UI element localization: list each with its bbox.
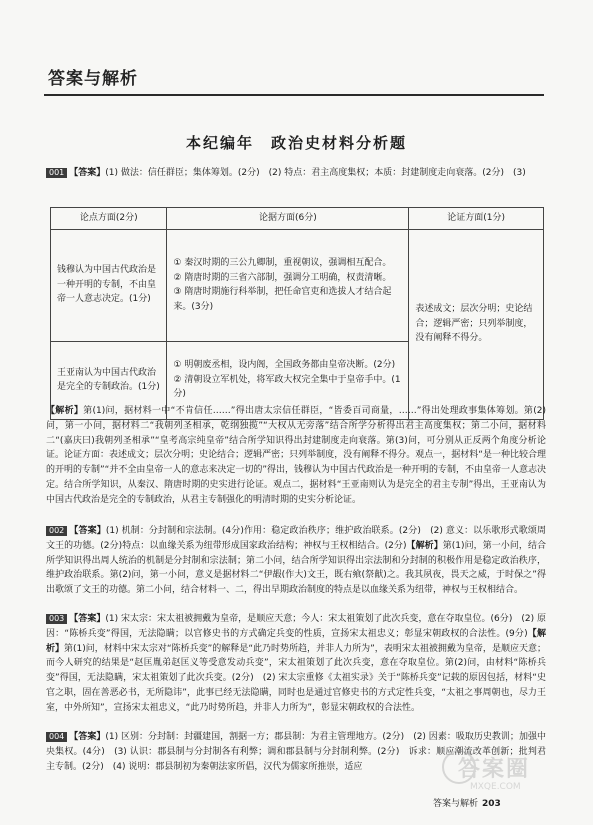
question-number: 003 [46, 614, 67, 624]
watermark-sub: MXQE.COM [470, 782, 521, 792]
analysis-text: 第(1)问，据材料一中“不肯信任……”得出唐太宗信任群臣，“皆委百司商量，……”得出处理政事集体筹划。第(2)问，第一小问，据材料二“我朝列圣相承，乾纲独揽”“大权从无旁落”结合所学分析得出君主高度集权；第二小问，据材料二“(嘉庆曰)我朝列圣相承”“皇考高宗纯皇帝”结合所学知识得出封建制度走向衰落。第(3)问，可分别从正反两个角度分析论证。论证方面：表述成文；层次分明；史论结合；逻辑严密；只列举制度，没有阐释不得分。观点一，据材料“是一种比较合理的开明的专制”“并不全由皇帝一人的意志来决定一切的”得出，钱穆认为中国古代政治是一种开明的专制，不由皇帝一人意志决定。结合所学知识，从秦汉、隋唐时期的史实进行论证。观点二，据材料“王亚南则认为是完全的君主专制”得出，王亚南认为中国古代政治是完全的专制政治，从君主专制强化的明清时期的史实分析论证。 [46, 406, 546, 505]
q001-analysis [46, 404, 546, 508]
evidence-item: ② 隋唐时期的三省六部制，强调分工明确，权责清晰。 [173, 272, 392, 283]
section-title: 本纪编年 政治史材料分析题 [185, 134, 407, 152]
table-cell-evidence [167, 229, 409, 341]
evidence-item: ① 明朝废丞相，设内阁，全国政务都由皇帝决断。(2分) [173, 360, 396, 371]
watermark-main: 答案圈 [458, 757, 531, 782]
evidence-item: ③ 隋唐时期施行科举制，把任命官吏和选拔人才结合起来。(3分) [173, 287, 392, 312]
question-number: 002 [46, 526, 67, 536]
table-header-point: 论点方面(2分) [51, 208, 167, 230]
answer-text: (1) 区别：分封制：封疆建国，割据一方；郡县制：为君主管理地方。(2分) (2) 因素：吸取历史教训；加强中央集权。(4分) (3) 认识：郡县制与分封制各有利弊；调和郡县制与分封制利弊。(2分) 诉求：顺应潮流改革创新；批判君主专制。(2分) (4) 说明：郡县制初为秦朝法家所倡，汉代为儒家所推崇，适应 [46, 732, 546, 772]
table-cell-point: 王亚南认为中国古代政治是完全的专制政治。(1分) [51, 341, 167, 419]
question-number: 001 [46, 168, 67, 178]
evidence-item: ① 秦汉时期的三公九卿制，重视朝议，强调相互配合。 [173, 257, 392, 268]
answer-tag: 【答案】 [69, 732, 106, 742]
table-header-row [51, 208, 544, 230]
evidence-item: ② 清朝设立军机处，将军政大权完全集中于皇帝手中。(1分) [173, 374, 401, 400]
analysis-tag: 【解析】 [46, 406, 84, 416]
answer-text: (1) 机制：分封制和宗法制。(4分)作用：稳定政治秩序；维护政治联系。(2分) (2) 意义：以乐歌形式歌颂周文王的功德。(2分)特点：以血缘关系为纽带形成国家政治结构；神权与王权相结合。(2分) [46, 526, 546, 551]
q002-block [46, 524, 546, 598]
answer-text: (1) 宋太宗：宋太祖被拥戴为皇帝，是顺应天意；今人：宋太祖策划了此次兵变，意在夺取皇位。(6分) (2) 原因：“陈桥兵变”得国，无法隐瞒；以官修史书的方式确定兵变的性质，宣扬宋太祖忠义；彰显宋朝政权的合法性。(9分) [46, 614, 546, 639]
answer-text: (1) 做法：信任群臣；集体筹划。(2分) (2) 特点：君主高度集权；本质：封建制度走向衰落。(2分) (3) [105, 168, 526, 178]
analysis-text: 第(1)问，材料中宋太宗对“陈桥兵变”的解释是“此乃时势所趋，并非人力所为”，表明宋太祖被拥戴为皇帝，是顺应天意；而今人研究的结果是“赵匡胤弟赵匡义等受意发动兵变”，宋太祖策划了此次兵变，意在夺取皇位。第(2)问，由材料“陈桥兵变”得国，无法隐瞒，宋太祖策划了此次兵变。(2分) (2) 宋太宗重修《太祖实录》关于“陈桥兵变”记载的原因包括，材料“史官之职，固在善恶必书，无所隐讳”，此事已经无法隐瞒，同时也是通过官修史书的方式定性兵变，“太祖之事周朝也，尽力王室，中外所知”，宣扬宋太祖忠义，“此乃时势所趋，并非人力所为”，彰显宋朝政权的合法性。 [46, 643, 546, 713]
q001-answer [46, 166, 546, 181]
table-cell-point: 钱穆认为中国古代政治是一种开明的专制，不由皇帝一人意志决定。(1分) [51, 229, 167, 341]
header-title: 答案与解析 [48, 69, 138, 89]
q003-block [46, 612, 546, 716]
page-header [44, 60, 544, 96]
answer-table [50, 207, 544, 420]
table-header-argument: 论证方面(1分) [409, 208, 544, 230]
table-header-evidence: 论据方面(6分) [167, 208, 409, 230]
footer-label: 答案与解析 [433, 799, 479, 809]
question-number: 004 [46, 732, 67, 742]
table-row [51, 229, 544, 341]
analysis-text: 第(1)问，第一小问，结合所学知识得出周人统治的机制是分封制和宗法制；第二小问，结合所学知识得出宗法制和分封制的积极作用是稳定政治秩序，维护政治联系。第(2)问，第一小问，意义是据材料二“伊嘏(作大)文王，既右飨(祭献)之。我其夙夜，畏天之威，于时保之”得出歌颂了文王的功德。第二小问，结合材料一、二，得出早期政治制度的特点是以血缘关系为纽带，神权与王权相结合。 [46, 540, 546, 596]
analysis-tag: 【解析】 [406, 540, 443, 551]
analysis-tag: 【解析】 [46, 628, 546, 654]
answer-tag: 【答案】 [69, 614, 106, 624]
page-number: 203 [482, 799, 501, 809]
table-cell-argument: 表述成文；层次分明；史论结合；逻辑严密；只列举制度，没有阐释不得分。 [409, 229, 544, 419]
answer-tag: 【答案】 [69, 168, 106, 178]
page-footer [433, 796, 501, 809]
answer-tag: 【答案】 [69, 526, 106, 536]
